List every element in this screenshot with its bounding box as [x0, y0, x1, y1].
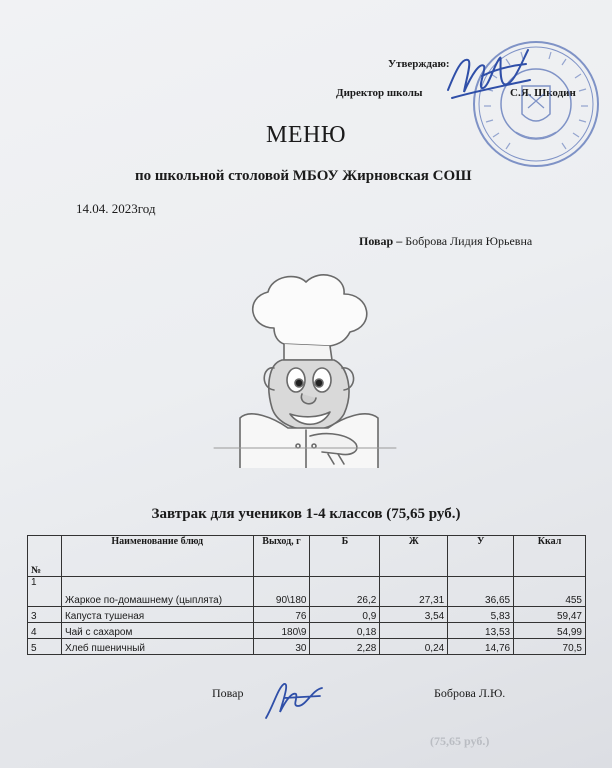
- cell: 13,53: [448, 623, 514, 639]
- cell: 4: [28, 623, 62, 639]
- cell: 36,65: [448, 577, 514, 607]
- director-signature: [442, 40, 532, 104]
- bleed-through-text: (75,65 руб.): [430, 734, 490, 748]
- cell: 1: [28, 577, 62, 607]
- subtitle: по школьной столовой МБОУ Жирновская СОШ: [135, 168, 472, 184]
- cell: Капуста тушеная: [61, 607, 253, 623]
- cook-label: Повар –: [359, 234, 403, 248]
- cell: 2,28: [310, 639, 380, 655]
- col-output: Выход, г: [253, 536, 310, 577]
- cell: 59,47: [514, 607, 586, 623]
- cell: 0,24: [380, 639, 448, 655]
- cell: 0,18: [310, 623, 380, 639]
- cook-line: [359, 234, 532, 249]
- cell: 26,2: [310, 577, 380, 607]
- col-number: №: [28, 536, 62, 577]
- cell: 54,99: [514, 623, 586, 639]
- cell: [380, 623, 448, 639]
- cell: 3: [28, 607, 62, 623]
- cell: Чай с сахаром: [61, 623, 253, 639]
- cook-signature: [256, 674, 326, 724]
- director-name: С.Я. Шкодин: [510, 87, 576, 99]
- cell: Хлеб пшеничный: [61, 639, 253, 655]
- col-kcal: Ккал: [514, 536, 586, 577]
- approve-label: Утверждаю:: [388, 58, 450, 70]
- footer-cook-name: Боброва Л.Ю.: [434, 686, 506, 700]
- page-title: МЕНЮ: [266, 122, 346, 148]
- director-label: Директор школы: [336, 87, 423, 99]
- cell: 90\180: [253, 577, 310, 607]
- col-dish-name: Наименование блюд: [61, 536, 253, 577]
- cell: 14,76: [448, 639, 514, 655]
- footer-cook-label: Повар: [212, 686, 244, 700]
- menu-date: 14.04. 2023год: [76, 201, 156, 216]
- cell: 180\9: [253, 623, 310, 639]
- menu-table: [27, 535, 586, 655]
- cell: 5,83: [448, 607, 514, 623]
- table-header-row: [28, 536, 586, 577]
- cell: 3,54: [380, 607, 448, 623]
- cell: 70,5: [514, 639, 586, 655]
- table-row: [28, 607, 586, 623]
- cell: 5: [28, 639, 62, 655]
- chef-illustration: [210, 268, 400, 468]
- cell: 27,31: [380, 577, 448, 607]
- col-protein: Б: [310, 536, 380, 577]
- cell: 76: [253, 607, 310, 623]
- table-row: [28, 577, 586, 607]
- table-row: [28, 623, 586, 639]
- col-carbs: У: [448, 536, 514, 577]
- table-row: [28, 639, 586, 655]
- cook-name: Боброва Лидия Юрьевна: [405, 234, 533, 248]
- col-fat: Ж: [380, 536, 448, 577]
- cell: 0,9: [310, 607, 380, 623]
- cell: 455: [514, 577, 586, 607]
- cell: Жаркое по-домашнему (цыплята): [61, 577, 253, 607]
- breakfast-heading: Завтрак для учеников 1-4 классов (75,65 руб.): [151, 506, 461, 522]
- cell: 30: [253, 639, 310, 655]
